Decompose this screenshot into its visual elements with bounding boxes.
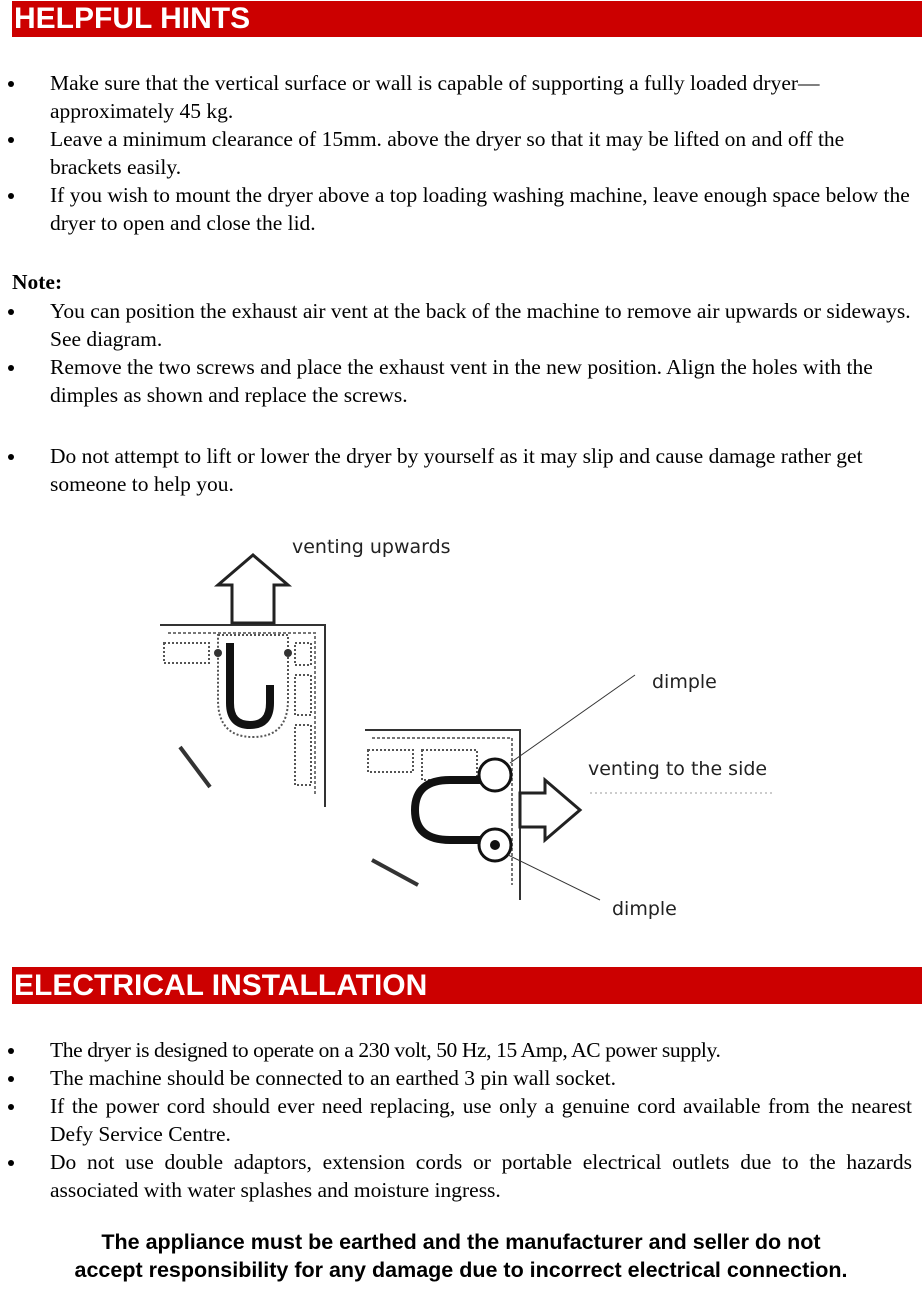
bullet-icon <box>8 1076 14 1082</box>
side-vent-pipe <box>415 780 495 840</box>
up-arrow-icon <box>218 555 288 623</box>
list-item: Remove the two screws and place the exhaust vent in the new position. Align the holes with the dimples as shown and replace the screws. <box>8 353 912 409</box>
list-item: You can position the exhaust air vent at the back of the machine to remove air upwards or sideways. See diagram. <box>8 297 912 353</box>
bullet-icon <box>8 1104 14 1110</box>
list-item: Do not attempt to lift or lower the dryer by yourself as it may slip and cause damage rather get someone to help you. <box>8 442 912 498</box>
bullet-icon <box>8 1048 14 1054</box>
lower-panel-1 <box>368 750 413 772</box>
screw-icon <box>490 840 500 850</box>
dimple-top-circle <box>479 759 511 791</box>
list-item: Do not use double adaptors, extension cords or portable electrical outlets due to the hazards associated with water splashes and moisture ingress. <box>8 1148 912 1204</box>
label-dimple-top: dimple <box>652 671 717 693</box>
upward-vent <box>214 635 292 737</box>
bullet-icon <box>8 137 14 143</box>
electrical-installation-title: ELECTRICAL INSTALLATION <box>14 969 428 1002</box>
label-venting-side: venting to the side <box>588 758 768 780</box>
side-arrow-icon <box>520 780 580 840</box>
list-item: Make sure that the vertical surface or wall is capable of supporting a fully loaded dryer—approximately 45 kg. <box>8 69 912 125</box>
list-item: The dryer is designed to operate on a 230 volt, 50 Hz, 15 Amp, AC power supply. <box>8 1036 912 1064</box>
bullet-icon <box>8 454 14 460</box>
label-dimple-bottom: dimple <box>612 898 677 920</box>
screw-icon <box>214 649 222 657</box>
upper-slash <box>180 747 210 787</box>
leader-line-bottom <box>508 855 600 900</box>
warning-line-1: The appliance must be earthed and the manufacturer and seller do not <box>101 1230 821 1254</box>
bullet-icon <box>8 1160 14 1166</box>
upper-panel-2 <box>295 643 311 665</box>
upper-dryer-inner <box>168 633 315 795</box>
helpful-hints-title: HELPFUL HINTS <box>14 2 251 35</box>
list-item: If the power cord should ever need replacing, use only a genuine cord available from the nearest Defy Service Centre. <box>8 1092 912 1148</box>
upper-panel-3 <box>295 675 311 715</box>
bullet-icon <box>8 193 14 199</box>
lifting-list <box>8 442 912 498</box>
lower-slash <box>372 860 418 885</box>
upper-panel-4 <box>295 725 311 785</box>
electrical-installation-header <box>10 967 922 1004</box>
hints-list <box>8 69 912 237</box>
note-label: Note: <box>12 270 63 294</box>
lower-panel-2 <box>422 750 477 780</box>
list-item: If you wish to mount the dryer above a top loading washing machine, leave enough space below the dryer to open and close the lid. <box>8 181 912 237</box>
upper-panel-1 <box>164 643 209 663</box>
helpful-hints-header <box>10 1 922 37</box>
screw-icon <box>284 649 292 657</box>
bullet-icon <box>8 365 14 371</box>
upper-dryer-outline <box>160 625 325 807</box>
leader-line-top <box>510 675 635 763</box>
vent-diagram <box>150 525 790 925</box>
note-list <box>8 297 912 409</box>
earthing-warning <box>0 1228 922 1284</box>
electrical-list <box>8 1036 912 1204</box>
warning-line-2: accept responsibility for any damage due to incorrect electrical connection. <box>74 1258 848 1282</box>
list-item: Leave a minimum clearance of 15mm. above the dryer so that it may be lifted on and off the brackets easily. <box>8 125 912 181</box>
list-item: The machine should be connected to an earthed 3 pin wall socket. <box>8 1064 912 1092</box>
bullet-icon <box>8 309 14 315</box>
lower-dryer-outline <box>365 730 520 900</box>
label-venting-upwards: venting upwards <box>292 536 451 558</box>
bullet-icon <box>8 81 14 87</box>
